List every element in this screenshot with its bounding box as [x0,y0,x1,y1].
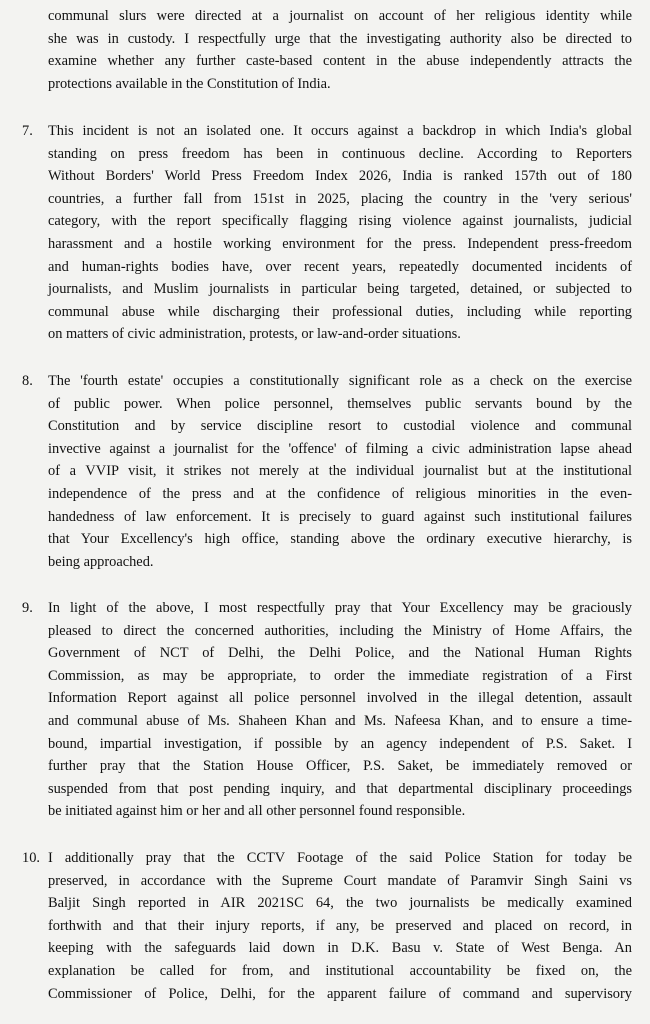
text-line: invective against a journalist for the 'offence' of filming a civic administration lapse ahead [48,440,632,457]
text-line: I additionally pray that the CCTV Footage of the said Police Station for today be [48,850,632,866]
text-line: harassment and a hostile working environment for the press. Independent press-freedom [48,235,632,252]
paragraph-number: 7. [22,123,33,139]
text-line: on matters of civic administration, protests, or law-and-order situations. [48,326,461,343]
intro-paragraph [48,5,632,95]
text-line: countries, a further fall from 151st in 2025, placing the country in the 'very serious' [48,190,632,207]
paragraph-7 [22,120,632,346]
text-line: journalists, and Muslim journalists in particular being targeted, detained, or subjected to [48,281,632,298]
paragraph-number: 8. [22,373,33,389]
text-line: communal abuse while discharging their professional duties, including while reporting [48,303,632,320]
text-line: Baljit Singh reported in AIR 2021SC 64, the two journalists be medically examined [48,895,632,912]
text-line: standing on press freedom has been in continuous decline. According to Reporters [48,145,632,162]
paragraph-body [48,847,632,1005]
text-line: Without Borders' World Press Freedom Index 2026, India is ranked 157th out of 180 [48,168,632,185]
text-line: further pray that the Station House Officer, P.S. Saket, be immediately removed or [48,758,632,775]
text-line: examine whether any further caste-based content in the abuse independently attracts the [48,53,632,70]
text-line: Commissioner of Police, Delhi, for the apparent failure of command and supervisory [48,985,632,1002]
text-line: of public power. When police personnel, themselves public servants bound by the [48,395,632,412]
text-line: being approached. [48,553,154,570]
text-line: Commission, as may be appropriate, to order the immediate registration of a First [48,667,632,684]
paragraph-body [48,120,632,346]
text-line: keeping with the safeguards laid down in D.K. Basu v. State of West Benga. An [48,940,632,957]
text-line: Constitution and by service discipline resort to custodial violence and communal [48,418,632,435]
text-line: pleased to direct the concerned authorities, including the Ministry of Home Affairs, the [48,622,632,639]
text-line: Government of NCT of Delhi, the Delhi Police, and the National Human Rights [48,645,632,662]
paragraph-body [48,370,632,573]
paragraph-body [48,597,632,823]
text-line: explanation be called for from, and institutional accountability be fixed on, the [48,962,632,979]
text-line: be initiated against him or her and all other personnel found responsible. [48,803,466,820]
text-line: and communal abuse of Ms. Shaheen Khan and Ms. Nafeesa Khan, and to ensure a time- [48,712,632,729]
text-line: that Your Excellency's high office, standing above the ordinary executive hierarchy, is [48,531,632,548]
paragraph-9 [22,597,632,823]
text-line: In light of the above, I most respectfully pray that Your Excellency may be graciously [48,600,632,616]
text-line: Information Report against all police personnel involved in the illegal detention, assault [48,690,632,707]
text-line: communal slurs were directed at a journalist on account of her religious identity while [48,8,632,24]
text-line: This incident is not an isolated one. It occurs against a backdrop in which India's global [48,123,632,139]
text-line: bound, impartial investigation, if possible by an agency independent of P.S. Saket. I [48,735,632,752]
text-line: and human-rights bodies have, over recent years, repeatedly documented incidents of [48,258,632,275]
text-line: she was in custody. I respectfully urge that the investigating authority also be directed to [48,30,632,47]
text-line: handedness of law enforcement. It is precisely to guard against such institutional failures [48,508,632,525]
paragraph-number: 9. [22,600,33,616]
text-line: The 'fourth estate' occupies a constitutionally significant role as a check on the exercise [48,373,632,389]
text-line: category, with the report specifically flagging rising violence against journalists, judicial [48,213,632,230]
text-line: protections available in the Constitution of India. [48,75,331,92]
paragraph-10 [22,847,632,1005]
text-line: preserved, in accordance with the Supreme Court mandate of Paramvir Singh Saini vs [48,872,632,889]
text-line: suspended from that post pending inquiry, and that departmental disciplinary proceedings [48,780,632,797]
text-line: forthwith and that their injury reports, if any, be preserved and placed on record, in [48,917,632,934]
text-line: of a VVIP visit, it strikes not merely at the individual journalist but at the institutional [48,463,632,480]
paragraph-number: 10. [22,850,40,866]
text-line: independence of the press and at the confidence of religious minorities in the even- [48,485,632,502]
paragraph-8 [22,370,632,573]
